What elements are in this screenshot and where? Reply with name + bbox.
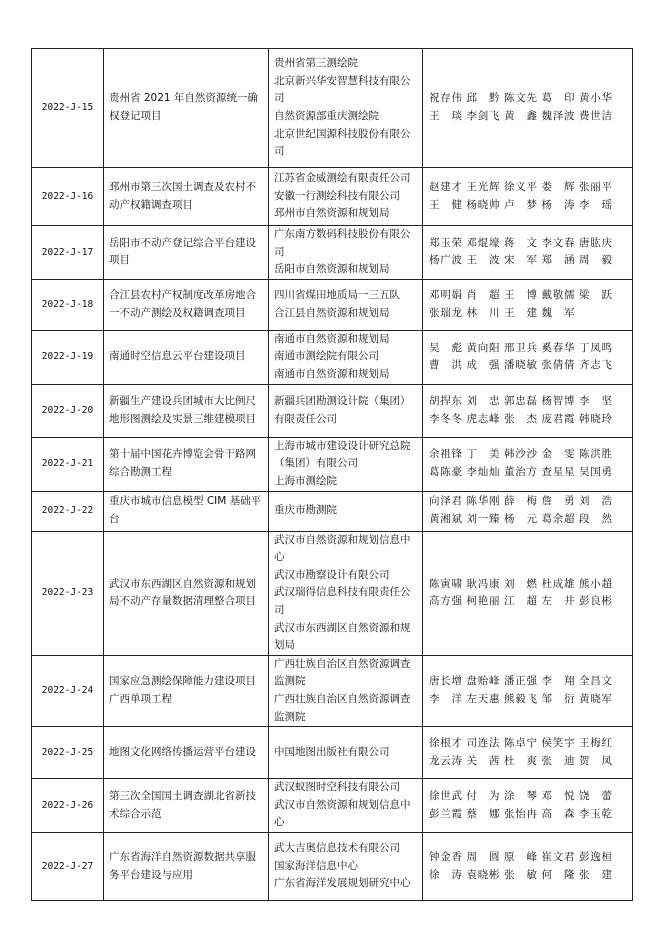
table-row <box>32 384 633 437</box>
person-name: 贺凤 <box>579 754 612 767</box>
unit-name: 上海市城市建设设计研究总院（集团）有限公司 <box>274 439 411 470</box>
names-cell <box>423 384 633 437</box>
person-name: 杨广波 <box>429 254 462 267</box>
person-name: 张怡冉 <box>504 807 537 820</box>
unit-name: 武汉蚁图时空科技有限公司 <box>274 781 400 794</box>
units-cell <box>269 168 423 226</box>
person-name: 邓悦 <box>541 790 575 802</box>
person-name: 左井 <box>541 595 575 608</box>
person-name: 江超 <box>504 595 537 608</box>
person-name: 钟金香 <box>429 851 462 863</box>
project-id: 2022-J-27 <box>32 833 104 901</box>
project-id: 2022-J-26 <box>32 779 104 833</box>
person-name: 张杰 <box>504 412 537 425</box>
person-name: 宋军 <box>504 254 537 267</box>
person-name: 邓明娟 <box>429 289 462 302</box>
person-name: 张迪 <box>541 754 575 767</box>
person-name: 徐根才 <box>429 737 462 749</box>
unit-name: 武汉瑞得信息科技有限责任公司 <box>274 586 411 616</box>
person-name: 葛印 <box>541 92 575 105</box>
person-name: 葛陈豪 <box>429 466 462 479</box>
units-cell <box>269 531 423 655</box>
person-name: 龙云涛 <box>429 754 462 767</box>
person-name: 张倩倩 <box>541 359 575 372</box>
person-name: 王琰 <box>429 110 462 122</box>
person-name: 高方强 <box>429 595 462 608</box>
person-name: 徐义平 <box>504 180 537 193</box>
project-id: 2022-J-17 <box>32 226 104 280</box>
person-name: 左天惠 <box>466 692 500 705</box>
person-name: 段然 <box>579 513 612 526</box>
units-cell <box>269 49 423 168</box>
units-cell <box>269 833 423 901</box>
person-name: 梁跃 <box>579 289 612 302</box>
names-cell <box>423 833 633 901</box>
project-name: 邳州市第三次国土调查及农村不动产权籍调查项目 <box>104 168 269 226</box>
person-name: 邹衍 <box>541 692 575 705</box>
person-name: 黄小华 <box>579 92 612 105</box>
unit-name: 北京世纪国源科技股份有限公司 <box>274 127 411 158</box>
project-id: 2022-J-21 <box>32 437 104 491</box>
person-name: 奚春华 <box>541 341 575 354</box>
person-name: 刘忠 <box>466 394 500 407</box>
unit-name: 南通市测绘院有限公司 <box>274 350 379 363</box>
project-name: 合江县农村产权制度改革房地合一不动产测绘及权籍调查项目 <box>104 279 269 330</box>
person-name: 赵建才 <box>429 180 462 193</box>
person-name: 李坚 <box>579 394 612 407</box>
unit-name: 江苏省金威测绘有限责任公司 <box>274 172 411 185</box>
person-name: 涂琴 <box>504 790 537 802</box>
unit-name: 新疆兵团勘测设计院（集团）有限责任公司 <box>274 394 411 425</box>
unit-name: 上海市测绘院 <box>274 474 337 487</box>
names-cell <box>423 531 633 655</box>
person-name: 李翔 <box>541 675 575 688</box>
unit-name: 武汉市自然资源和规划信息中心 <box>274 798 411 829</box>
person-name: 费世洁 <box>579 110 612 122</box>
person-name: 李文春 <box>541 236 575 249</box>
person-name: 吴彪 <box>429 341 462 354</box>
person-name: 王建 <box>504 306 537 319</box>
units-cell <box>269 330 423 384</box>
unit-name: 武汉市勘察设计有限公司 <box>274 568 390 581</box>
unit-name: 岳阳市自然资源和规划局 <box>274 263 390 276</box>
person-name: 郑涵 <box>541 254 575 267</box>
person-name: 杨元 <box>504 513 537 526</box>
table-row <box>32 531 633 655</box>
person-name: 卢梦 <box>504 198 537 211</box>
person-name: 向泽君 <box>429 495 462 508</box>
person-name: 肖超 <box>466 289 500 302</box>
person-name: 余祖锋 <box>429 448 462 461</box>
person-name: 吴国勇 <box>579 466 612 479</box>
person-name: 司连法 <box>466 737 500 749</box>
names-cell <box>423 226 633 280</box>
person-name: 邓焜壕 <box>466 236 500 249</box>
person-name: 蔡娜 <box>466 807 500 820</box>
unit-name: 武汉市东西湖区自然资源和规划局 <box>274 621 411 652</box>
project-name: 国家应急测绘保障能力建设项目广西单项工程 <box>104 655 269 726</box>
project-id: 2022-J-23 <box>32 531 104 655</box>
person-name: 高森 <box>541 807 575 820</box>
unit-name: 中国地图出版社有限公司 <box>274 745 390 758</box>
person-name: 彭兰霞 <box>429 807 462 820</box>
units-cell <box>269 437 423 491</box>
person-name: 虎志峰 <box>466 412 500 425</box>
person-name: 王梅红 <box>579 737 612 749</box>
unit-name: 重庆市勘测院 <box>274 504 337 517</box>
person-name: 蒋文 <box>504 236 537 249</box>
person-name: 侯笑宇 <box>541 737 575 749</box>
person-name: 戴敬儒 <box>541 289 575 302</box>
names-cell <box>423 727 633 779</box>
person-name: 徐涛 <box>429 868 462 881</box>
project-id: 2022-J-16 <box>32 168 104 226</box>
person-name: 杨智博 <box>541 394 575 407</box>
table-row <box>32 279 633 330</box>
person-name: 林川 <box>466 306 500 319</box>
units-cell <box>269 491 423 531</box>
person-name: 饶蕾 <box>579 790 612 802</box>
person-name: 张敏 <box>504 868 537 881</box>
person-name: 金雯 <box>541 448 575 461</box>
person-name: 张建 <box>579 868 612 881</box>
person-name: 娄辉 <box>541 180 575 193</box>
table-row <box>32 655 633 726</box>
project-id: 2022-J-22 <box>32 491 104 531</box>
person-name: 曹洪 <box>429 359 462 372</box>
project-name: 南通时空信息云平台建设项目 <box>104 330 269 384</box>
table-row <box>32 226 633 280</box>
person-name: 葛余超 <box>541 513 575 526</box>
award-table <box>31 48 633 901</box>
project-name: 第三次全国国土调查湖北省新技术综合示范 <box>104 779 269 833</box>
person-name: 杨涛 <box>541 198 575 211</box>
person-name: 韩晓玲 <box>579 412 612 425</box>
person-name: 张丽平 <box>579 180 612 193</box>
project-name: 贵州省 2021 年自然资源统一确权登记项目 <box>104 49 269 168</box>
unit-name: 南通市自然资源和规划局 <box>274 367 390 380</box>
person-name: 丁美 <box>466 448 500 461</box>
names-cell <box>423 491 633 531</box>
person-name: 陈文先 <box>504 92 537 105</box>
table-row <box>32 330 633 384</box>
person-name: 杜爽 <box>504 754 537 767</box>
person-name: 查星星 <box>541 466 575 479</box>
person-name: 唐长增 <box>429 675 462 688</box>
project-name: 第十届中国花卉博览会骨干路网综合勘测工程 <box>104 437 269 491</box>
project-name: 广东省海洋自然资源数据共享服务平台建设与应用 <box>104 833 269 901</box>
person-name: 詹勇 <box>541 495 575 508</box>
person-name: 李玉乾 <box>579 807 612 820</box>
project-id: 2022-J-20 <box>32 384 104 437</box>
unit-name: 武大吉奥信息技术有限公司 <box>274 842 400 855</box>
person-name: 黄晓军 <box>579 692 612 705</box>
person-name: 黄向阳 <box>466 341 500 354</box>
unit-name: 国家海洋信息中心 <box>274 859 358 872</box>
person-name: 耿冯康 <box>466 577 500 590</box>
person-name: 周毅 <box>579 254 612 267</box>
project-name: 重庆市城市信息模型 CIM 基础平台 <box>104 491 269 531</box>
person-name: 黄湘斌 <box>429 513 462 526</box>
person-name: 王博 <box>504 289 537 302</box>
person-name: 王波 <box>466 254 500 267</box>
person-name: 李冬冬 <box>429 412 462 425</box>
person-name: 魏军 <box>541 306 575 319</box>
person-name: 陈卓宁 <box>504 737 537 749</box>
person-name: 彭逸桓 <box>579 851 612 863</box>
project-name: 新疆生产建设兵团城市大比例尺地形图测绘及实景三维建模项目 <box>104 384 269 437</box>
person-name: 胡捍东 <box>429 394 462 407</box>
person-name: 魏泽波 <box>541 110 575 122</box>
person-name: 盘贻峰 <box>466 675 500 688</box>
person-name: 何隆 <box>541 868 575 881</box>
names-cell <box>423 279 633 330</box>
names-cell <box>423 49 633 168</box>
person-name: 薛梅 <box>504 495 537 508</box>
unit-name: 北京新兴华安智慧科技有限公司 <box>274 74 411 105</box>
person-name: 徐世武 <box>429 790 462 802</box>
person-name: 陈洪胜 <box>579 448 612 461</box>
unit-name: 广西壮族自治区自然资源调查监测院 <box>274 657 411 688</box>
units-cell <box>269 279 423 330</box>
unit-name: 广东省海洋发展规划研究中心 <box>274 877 411 890</box>
person-name: 熊毅飞 <box>504 692 537 705</box>
table-row <box>32 779 633 833</box>
person-name: 崔文君 <box>541 851 575 863</box>
unit-name: 自然资源部重庆测绘院 <box>274 110 379 122</box>
person-name: 袁晓彬 <box>466 868 500 881</box>
table-row <box>32 833 633 901</box>
person-name: 全昌文 <box>579 675 612 688</box>
person-name: 彭良彬 <box>579 595 612 608</box>
person-name: 李剑飞 <box>466 110 500 122</box>
person-name: 韩沙沙 <box>504 448 537 461</box>
project-id: 2022-J-18 <box>32 279 104 330</box>
person-name: 刘燃 <box>504 577 537 590</box>
person-name: 唐肱庆 <box>579 236 612 249</box>
person-name: 付为 <box>466 790 500 802</box>
person-name: 李瑶 <box>579 198 612 211</box>
units-cell <box>269 779 423 833</box>
person-name: 潘正强 <box>504 675 537 688</box>
person-name: 刘浩 <box>579 495 612 508</box>
unit-name: 贵州省第三测绘院 <box>274 57 358 70</box>
names-cell <box>423 330 633 384</box>
person-name: 邢卫兵 <box>504 341 537 354</box>
project-id: 2022-J-25 <box>32 727 104 779</box>
person-name: 杜成雄 <box>541 577 575 590</box>
person-name: 王健 <box>429 198 462 211</box>
person-name: 熊小超 <box>579 577 612 590</box>
project-name: 岳阳市不动产登记综合平台建设项目 <box>104 226 269 280</box>
names-cell <box>423 168 633 226</box>
unit-name: 武汉市自然资源和规划信息中心 <box>274 533 411 564</box>
project-id: 2022-J-24 <box>32 655 104 726</box>
person-name: 邱黔 <box>466 92 500 105</box>
units-cell <box>269 226 423 280</box>
table-row <box>32 49 633 168</box>
person-name: 陈华刚 <box>466 495 500 508</box>
table-row <box>32 168 633 226</box>
person-name: 李灿灿 <box>466 466 500 479</box>
person-name: 陈寅啸 <box>429 577 462 590</box>
table-row <box>32 437 633 491</box>
person-name: 黄鑫 <box>504 110 537 122</box>
project-id: 2022-J-19 <box>32 330 104 384</box>
unit-name: 广西壮族自治区自然资源调查监测院 <box>274 692 411 723</box>
table-row <box>32 491 633 531</box>
person-name: 郭忠磊 <box>504 394 537 407</box>
person-name: 王光辉 <box>466 180 500 193</box>
person-name: 郑玉荣 <box>429 236 462 249</box>
person-name: 丁凤鸣 <box>579 341 612 354</box>
project-name: 武汉市东西湖区自然资源和规划局不动产存量数据清理整合项目 <box>104 531 269 655</box>
unit-name: 南通市自然资源和规划局 <box>274 332 390 345</box>
person-name: 成强 <box>466 359 500 372</box>
names-cell <box>423 655 633 726</box>
project-id: 2022-J-15 <box>32 49 104 168</box>
person-name: 庞君霞 <box>541 412 575 425</box>
units-cell <box>269 727 423 779</box>
table-row <box>32 727 633 779</box>
unit-name: 四川省煤田地质局一三五队 <box>274 289 400 302</box>
units-cell <box>269 384 423 437</box>
unit-name: 合江县自然资源和规划局 <box>274 306 390 319</box>
person-name: 关茜 <box>466 754 500 767</box>
person-name: 潘晓敏 <box>504 359 537 372</box>
person-name: 杨晓帅 <box>466 198 500 211</box>
units-cell <box>269 655 423 726</box>
person-name: 刘一臻 <box>466 513 500 526</box>
person-name: 齐志飞 <box>579 359 612 372</box>
person-name: 董治方 <box>504 466 537 479</box>
person-name: 李洋 <box>429 692 462 705</box>
unit-name: 安徽一行测绘科技有限公司 <box>274 189 400 202</box>
person-name: 原峰 <box>504 851 537 863</box>
person-name: 周圆 <box>466 851 500 863</box>
person-name: 祝存伟 <box>429 92 462 105</box>
names-cell <box>423 779 633 833</box>
unit-name: 广东南方数码科技股份有限公司 <box>274 228 411 258</box>
person-name: 柯艳丽 <box>466 595 500 608</box>
names-cell <box>423 437 633 491</box>
person-name: 张瑞龙 <box>429 306 462 319</box>
unit-name: 邳州市自然资源和规划局 <box>274 207 390 220</box>
project-name: 地图文化网络传播运营平台建设 <box>104 727 269 779</box>
